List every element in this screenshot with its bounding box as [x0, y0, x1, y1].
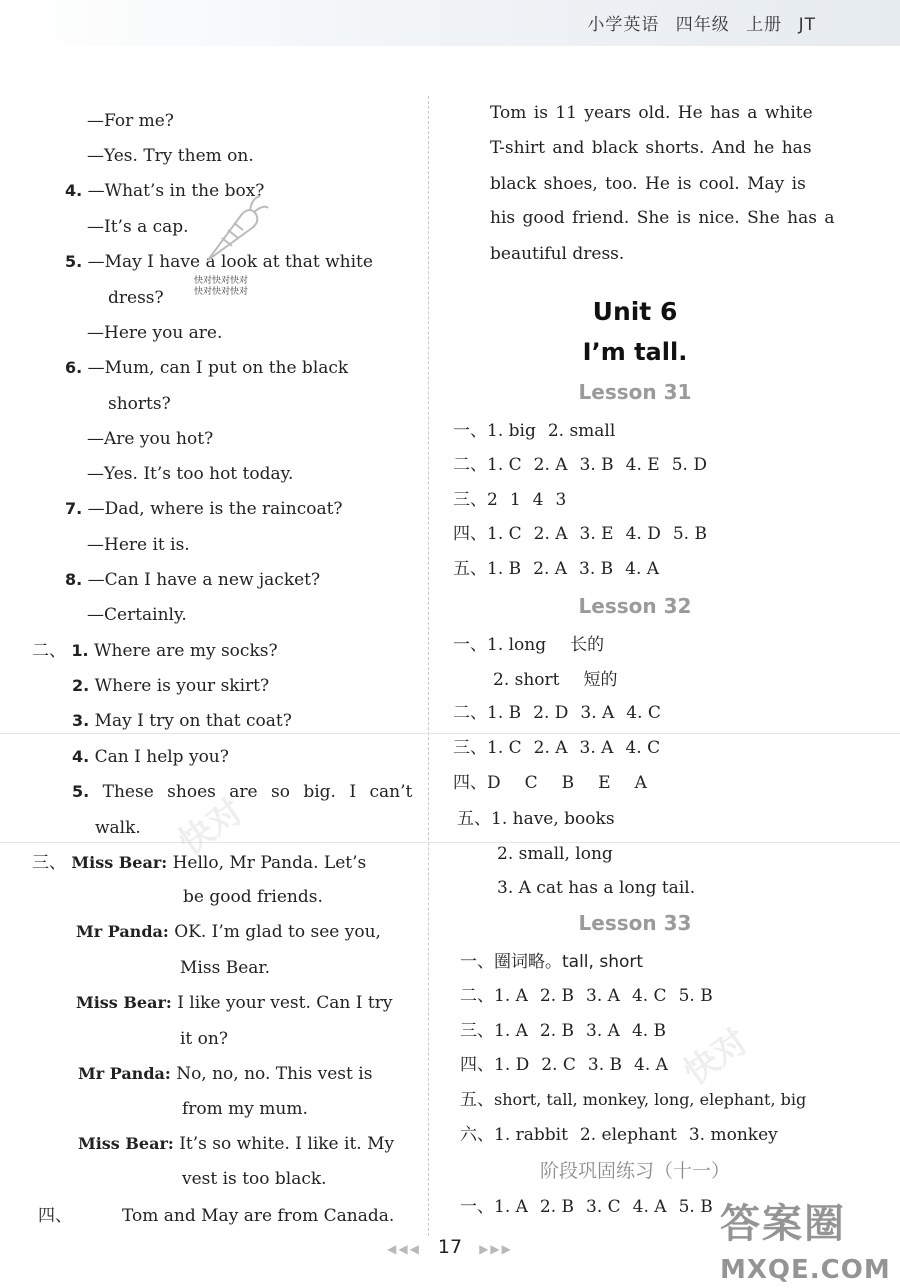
speaker-name: Miss Bear:	[71, 853, 168, 872]
dialog-line: —Dad, where is the raincoat?	[87, 499, 343, 519]
answer-item: 圈词略。tall, short	[494, 952, 644, 972]
answer-item: 3. B	[579, 455, 614, 475]
edition-label: JT	[798, 15, 816, 35]
answer-item: 3. B	[579, 559, 614, 579]
section-marker: 二、	[32, 641, 66, 661]
dialogue-text: Miss Bear.	[180, 958, 271, 978]
section-2-row	[72, 710, 292, 732]
section-2-row	[72, 746, 229, 768]
section-marker: 一、	[460, 952, 494, 972]
dialogue-text: OK. I’m glad to see you,	[174, 922, 381, 942]
dialog-line: —What’s in the box?	[87, 181, 265, 201]
answer-item: 3. A	[586, 986, 620, 1006]
volume-label: 上册	[746, 15, 783, 35]
unit-title: Unit 6	[592, 297, 678, 326]
answer-row	[453, 634, 604, 656]
answer-item: 4. A	[632, 1197, 667, 1217]
answer-item: 2. A	[533, 559, 568, 579]
page-number: 17	[437, 1236, 463, 1258]
paragraph-line: T-shirt and black shorts. And he has	[490, 138, 812, 158]
answer-item: 短的	[583, 670, 618, 690]
answer-item: 4. A	[634, 1055, 668, 1075]
answer-item: 2. elephant	[579, 1125, 677, 1145]
answer-item: 2	[487, 490, 498, 510]
speaker-name: Mr Panda:	[78, 1064, 171, 1083]
answer-item: 2. A	[533, 455, 568, 475]
section-marker: 三、	[32, 853, 66, 873]
answer-text: Can I help you?	[94, 747, 229, 767]
lesson-31-heading: Lesson 31	[578, 380, 692, 404]
watermark: 快对	[676, 1021, 756, 1094]
item-number: 2.	[72, 676, 90, 695]
dialog-line: —It’s a cap.	[87, 217, 189, 237]
dialogue-text: It’s so white. I like it. My	[179, 1134, 395, 1154]
carrot-mascot-icon	[190, 190, 270, 280]
answer-row	[460, 1124, 778, 1146]
answer-item: 3. A cat has a long tail.	[497, 878, 696, 898]
answer-text: Where is your skirt?	[94, 676, 270, 696]
answer-item: 5. B	[678, 986, 713, 1006]
unit-subtitle: I’m tall.	[582, 338, 688, 366]
answer-item: 2. short	[493, 670, 560, 690]
dialogue-text: I like your vest. Can I try	[177, 993, 393, 1013]
dialog-item	[65, 498, 343, 520]
answer-item: 4	[532, 490, 544, 510]
answer-item: D	[487, 773, 501, 793]
paragraph-line: beautiful dress.	[490, 244, 625, 264]
answer-row	[453, 702, 661, 724]
section-marker: 一、	[453, 635, 487, 655]
answer-item: 1. B	[487, 559, 522, 579]
section-marker: 四、	[453, 524, 487, 544]
item-number: 4.	[65, 181, 83, 200]
answer-row	[493, 669, 618, 691]
answer-item: 1. A	[494, 1197, 528, 1217]
answer-item: A	[634, 773, 647, 793]
prev-arrows-icon: ◀◀◀	[387, 1242, 421, 1256]
answer-row	[453, 558, 659, 580]
section-marker	[38, 1205, 72, 1227]
answer-item: 1. long	[487, 635, 547, 655]
answer-item: 2. B	[539, 1197, 575, 1217]
stamp-line: 答案圈	[720, 1201, 846, 1247]
item-number: 5.	[72, 782, 90, 801]
answer-row	[460, 951, 643, 973]
answer-item: 1. have, books	[491, 809, 615, 829]
answer-item: 1. C	[487, 455, 522, 475]
answer-item: 1. big	[487, 421, 536, 441]
answer-row	[453, 772, 647, 794]
answer-item: short, tall, monkey, long, elephant, big	[494, 1090, 807, 1109]
caption-line: 快对快对快对	[194, 276, 249, 286]
answer-row	[460, 1020, 666, 1042]
dialogue-text: be good friends.	[183, 887, 323, 907]
answer-item: 1. C	[487, 738, 522, 758]
section-2-row	[72, 675, 269, 697]
dialogue-text: No, no, no. This vest is	[176, 1064, 373, 1084]
lesson-32-heading: Lesson 32	[578, 594, 692, 618]
answer-item: 3. A	[580, 703, 615, 723]
section-marker: 一、	[453, 421, 487, 441]
answer-item: 1. A	[494, 1021, 528, 1041]
answer-row	[497, 843, 613, 865]
answer-item: 3. monkey	[688, 1125, 778, 1145]
answer-item: 5. B	[678, 1197, 713, 1217]
item-number: 3.	[72, 711, 90, 730]
watermark: 快对	[171, 791, 251, 864]
section-marker: 二、	[460, 986, 494, 1006]
section-marker-label: 四、	[38, 1206, 72, 1226]
section-marker: 一、	[460, 1197, 494, 1217]
dialogue-turn	[78, 1063, 372, 1085]
dialogue-text: from my mum.	[182, 1099, 308, 1119]
section-marker: 四、	[460, 1055, 494, 1075]
item-number: 7.	[65, 499, 83, 518]
answer-text: May I try on that coat?	[94, 711, 292, 731]
subject-label: 小学英语	[587, 15, 660, 35]
dialogue-turn	[76, 992, 392, 1014]
answer-item: 5. B	[672, 524, 707, 544]
dialog-line: —Mum, can I put on the black	[87, 358, 349, 378]
section-marker: 六、	[460, 1125, 494, 1145]
answer-row	[453, 489, 566, 511]
answer-item: 1. C	[487, 524, 522, 544]
site-watermark-stamp	[720, 1192, 891, 1285]
mascot-caption	[194, 276, 248, 298]
paragraph-line: his good friend. She is nice. She has a	[490, 208, 835, 228]
paragraph-line: Tom is 11 years old. He has a white	[490, 103, 813, 123]
section-marker: 三、	[453, 738, 487, 758]
section-marker: 五、	[453, 559, 487, 579]
answer-item: 4. E	[625, 455, 660, 475]
answer-item: 4. C	[631, 986, 667, 1006]
answer-text: Where are my socks?	[94, 641, 278, 661]
answer-item: 4. B	[631, 1021, 667, 1041]
answer-row	[460, 1196, 713, 1218]
answer-row	[453, 523, 707, 545]
dialog-item	[65, 357, 348, 379]
dialogue-text: it on?	[180, 1029, 228, 1049]
answer-row	[453, 420, 615, 442]
answer-item: 2. A	[533, 738, 568, 758]
dialog-line: —May I have a look at that white	[87, 252, 373, 272]
answer-item: C	[524, 773, 538, 793]
section-marker: 五、	[460, 1090, 494, 1110]
dialog-line: —Certainly.	[87, 605, 187, 625]
dialog-line: dress?	[108, 288, 164, 308]
section-marker: 五、	[457, 809, 491, 829]
dialog-line: —Here it is.	[87, 535, 190, 555]
answer-item: 3. B	[587, 1055, 623, 1075]
answer-item: 1. B	[487, 703, 522, 723]
section-2-row	[32, 640, 278, 662]
answer-item: 4. C	[626, 703, 661, 723]
answer-item: 2. D	[533, 703, 569, 723]
dialog-line: shorts?	[108, 394, 171, 414]
dialog-line: —For me?	[87, 111, 174, 131]
answer-item: 3. A	[579, 738, 614, 758]
answer-row	[453, 454, 707, 476]
answer-item: 3. A	[586, 1021, 620, 1041]
section-marker: 三、	[453, 490, 487, 510]
answer-item: 1. A	[494, 986, 528, 1006]
answer-text: walk.	[95, 818, 141, 838]
answer-row	[453, 737, 660, 759]
speaker-name: Miss Bear:	[76, 993, 172, 1012]
caption-line: 快对快对快对	[194, 287, 249, 297]
section-marker: 二、	[453, 703, 487, 723]
answer-item: 2. A	[533, 524, 568, 544]
speaker-name: Mr Panda:	[76, 922, 169, 941]
answer-text: These shoes are so big. I can’t	[102, 782, 413, 802]
paragraph-line: Tom and May are from Canada.	[122, 1206, 395, 1226]
section-marker: 三、	[460, 1021, 494, 1041]
answer-item: 4. A	[625, 559, 660, 579]
dialogue-turn	[78, 1133, 394, 1155]
section-marker: 二、	[453, 455, 487, 475]
speaker-name: Miss Bear:	[78, 1134, 174, 1153]
answer-item: 2. B	[539, 1021, 575, 1041]
dialog-line: —Here you are.	[87, 323, 223, 343]
answer-item: B	[561, 773, 575, 793]
answer-item: 5. D	[671, 455, 707, 475]
answer-item: 3. E	[579, 524, 614, 544]
page-seam	[0, 842, 900, 843]
dialog-line: —Yes. Try them on.	[87, 146, 254, 166]
paragraph-line: black shoes, too. He is cool. May is	[490, 174, 806, 194]
page-seam	[0, 733, 900, 734]
answer-item: 2. small	[547, 421, 616, 441]
answer-row	[460, 985, 713, 1007]
answer-item: 4. C	[625, 738, 661, 758]
answer-item: 2. small, long	[497, 844, 613, 864]
answer-row	[460, 1054, 668, 1076]
stamp-line: MXQE.COM	[720, 1255, 891, 1285]
column-divider	[428, 96, 429, 1236]
dialog-line: —Yes. It’s too hot today.	[87, 464, 294, 484]
dialogue-text: Hello, Mr Panda. Let’s	[172, 853, 367, 873]
lesson-33-heading: Lesson 33	[578, 911, 692, 935]
item-number: 6.	[65, 358, 83, 377]
section-marker: 四、	[453, 773, 487, 793]
grade-label: 四年级	[675, 15, 730, 35]
item-number: 5.	[65, 252, 83, 271]
item-number: 1.	[71, 641, 89, 660]
answer-row	[497, 877, 695, 899]
answer-item: 1	[509, 490, 521, 510]
item-number: 8.	[65, 570, 83, 589]
next-arrows-icon: ▶▶▶	[479, 1242, 513, 1256]
phase-practice-heading: 阶段巩固练习（十一）	[539, 1160, 730, 1182]
answer-row	[457, 808, 615, 830]
dialog-item	[65, 569, 320, 591]
answer-item: 1. D	[494, 1055, 530, 1075]
dialog-line: —Can I have a new jacket?	[87, 570, 321, 590]
dialogue-turn	[76, 921, 381, 943]
answer-item: 2. C	[541, 1055, 576, 1075]
answer-row	[460, 1089, 806, 1111]
answer-item: 长的	[570, 635, 605, 655]
answer-item: E	[598, 773, 611, 793]
dialog-line: —Are you hot?	[87, 429, 214, 449]
section-2-row	[72, 781, 412, 803]
answer-item: 1. rabbit	[494, 1125, 568, 1145]
answer-item: 4. D	[625, 524, 661, 544]
book-header	[587, 10, 816, 35]
answer-item: 2. B	[539, 986, 575, 1006]
dialogue-text: vest is too black.	[182, 1169, 327, 1189]
answer-item: 3. C	[586, 1197, 621, 1217]
item-number: 4.	[72, 747, 90, 766]
answer-item: 3	[555, 490, 567, 510]
